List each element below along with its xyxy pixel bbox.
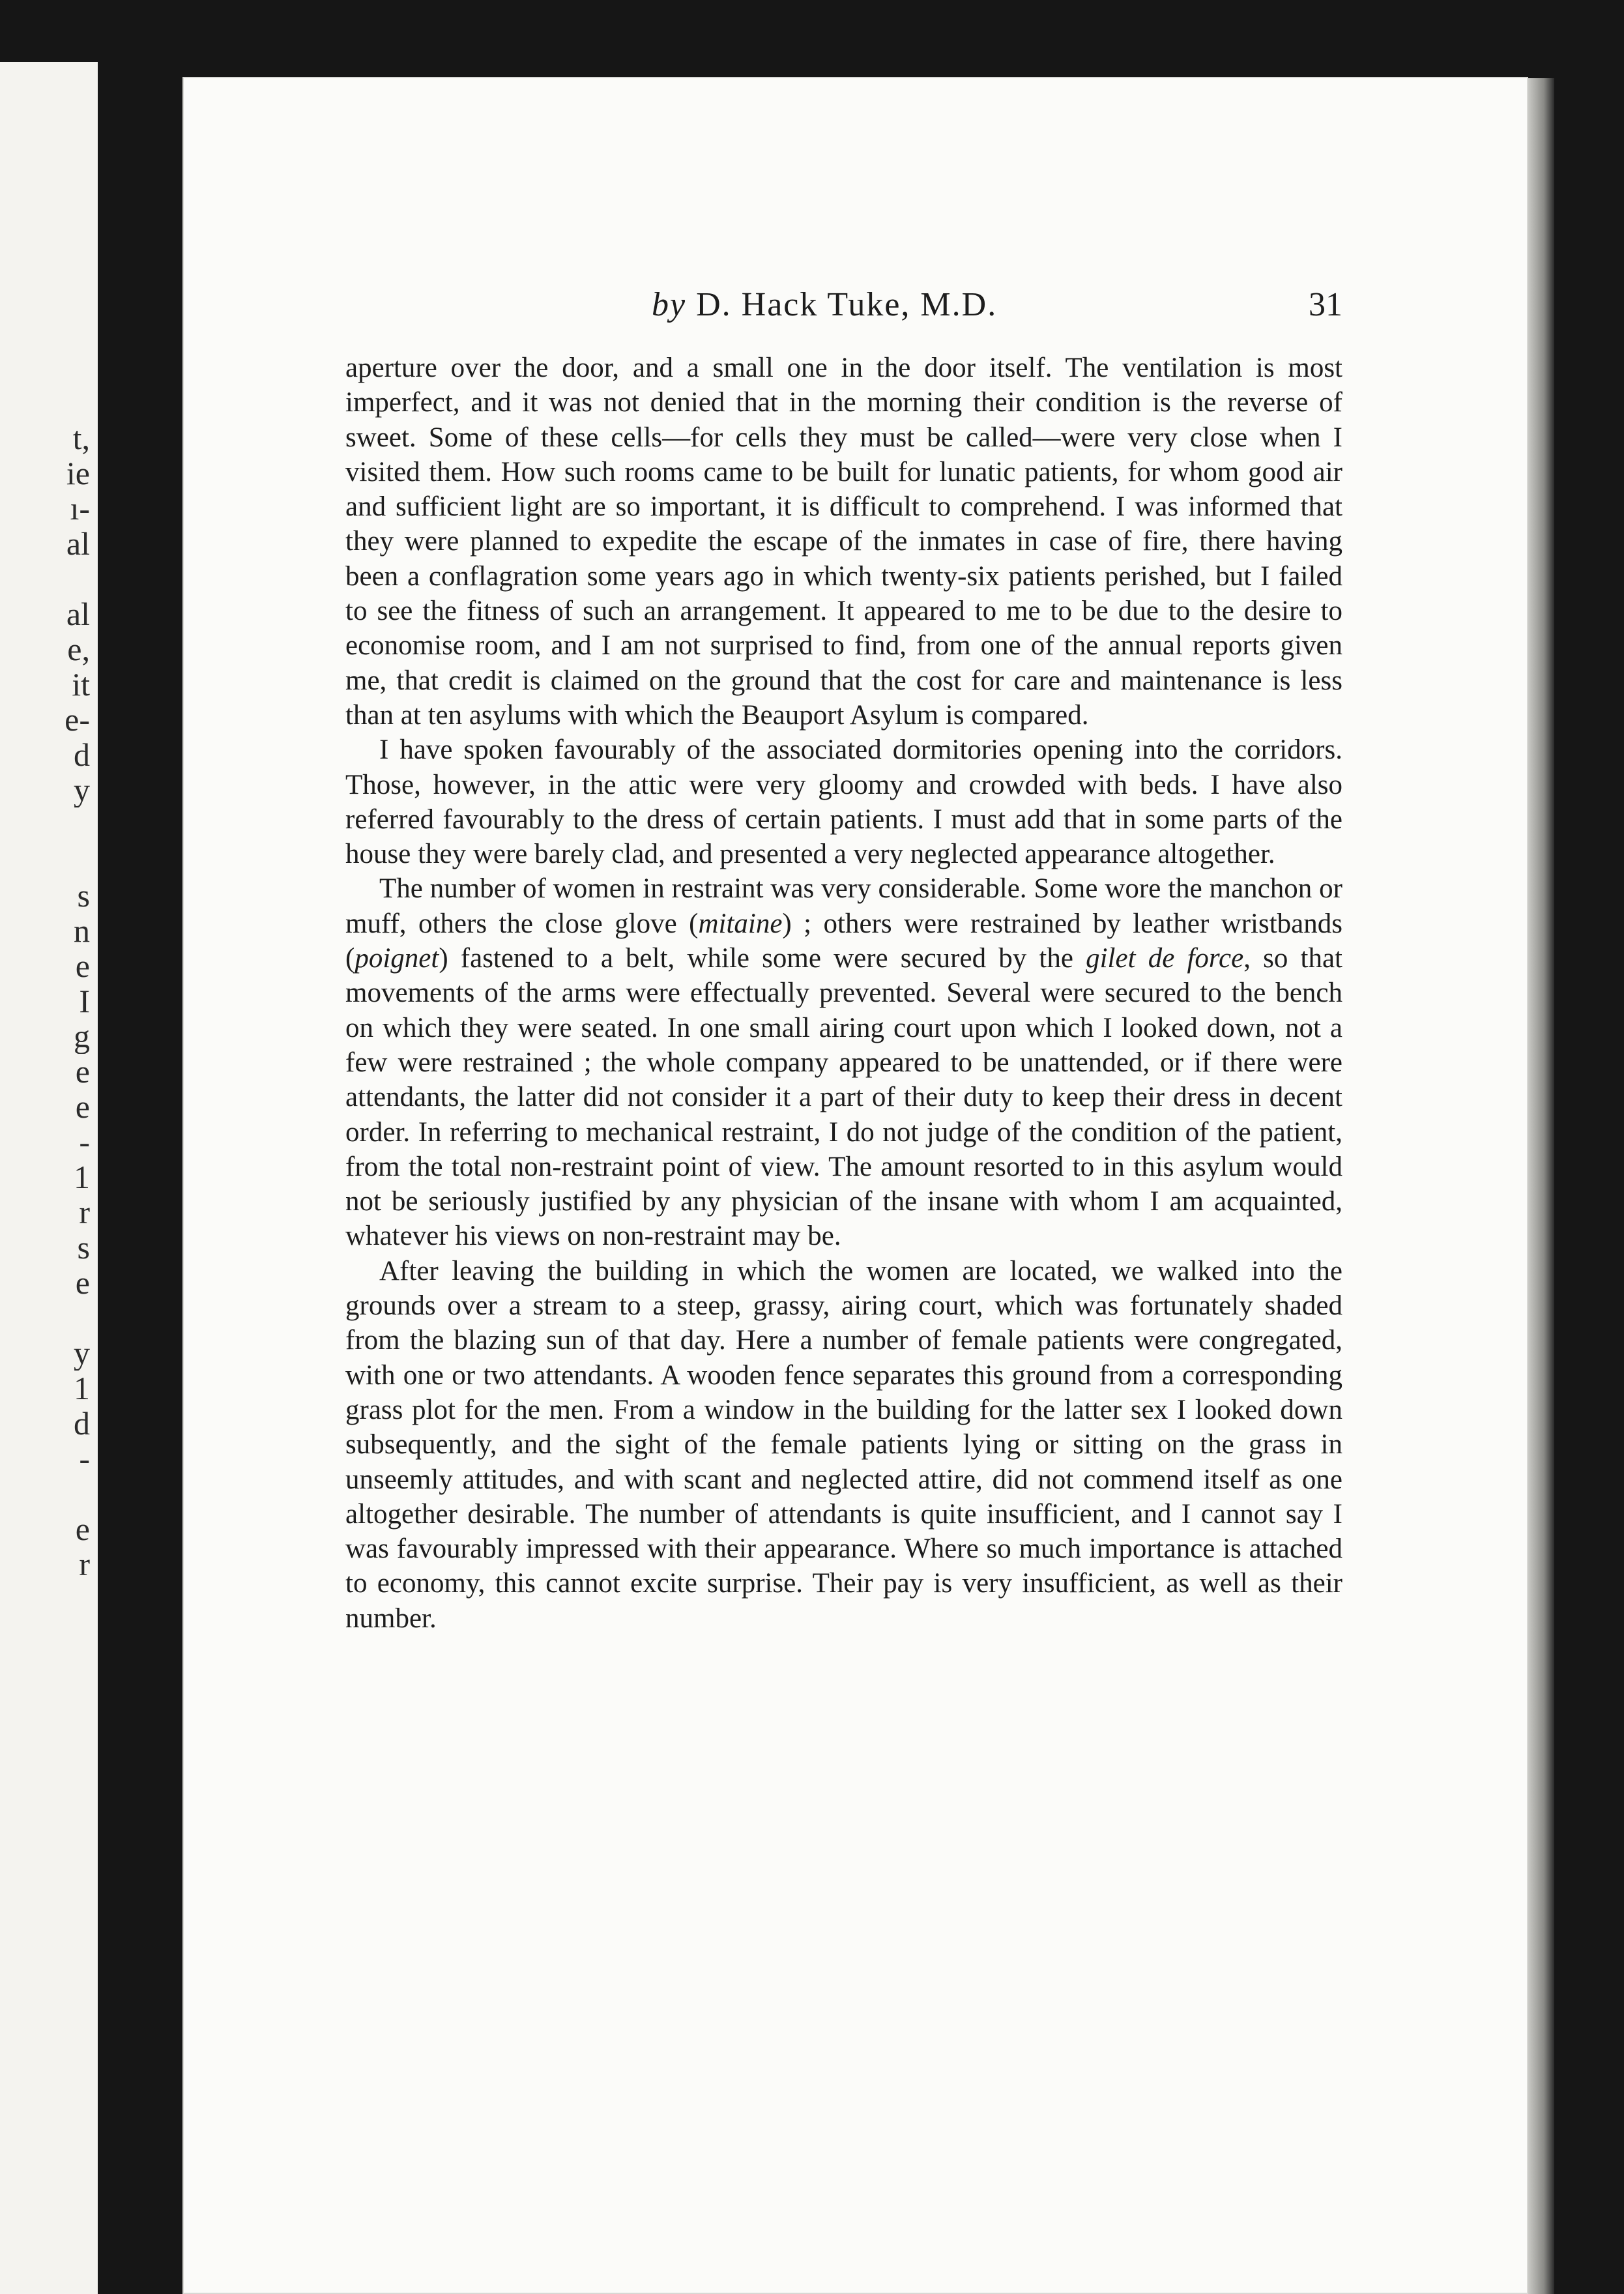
italic-term: mitaine: [698, 908, 783, 939]
left-page-fragment: [0, 843, 98, 878]
left-page-fragment: al: [66, 596, 90, 632]
left-page-fragment: -: [79, 1124, 90, 1159]
left-page-fragment: e-: [65, 702, 90, 737]
left-page-fragment: n: [74, 913, 90, 948]
left-page-fragment: e: [75, 1265, 90, 1300]
left-page-fragment: e: [75, 948, 90, 983]
left-page-fragment: e: [75, 1511, 90, 1546]
left-page-fragment: d: [74, 737, 90, 772]
paragraph: [345, 733, 1342, 871]
left-page-fragment: -: [79, 1441, 90, 1476]
italic-term: gilet de force: [1086, 943, 1244, 974]
left-page-fragment: it: [72, 667, 90, 702]
running-title: [652, 285, 997, 324]
page-edge-shadow: [1528, 78, 1554, 2294]
left-page-fragment: I: [79, 983, 90, 1019]
left-page-fragment: 1: [74, 1371, 90, 1406]
text-run: I have spoken favourably of the associated dormitories opening into the corridors. Those, however, in the attic were very gloomy and crowded with beds. I have also referred favourably to the dress of certain patients. I must add that in some parts of the house they were barely clad, and presented a very neglected appearance altogether.: [345, 734, 1342, 870]
body-text: [345, 351, 1342, 1636]
text-run: After leaving the building in which the women are located, we walked into the grounds over a stream to a steep, grassy, airing court, which was fortunately shaded from the blazing sun of that day. Here a number of female patients were congregated, with one or two attendants. A wooden fence separates this ground from a corresponding grass plot for the men. From a window in the building for the latter sex I looked down subsequently, and the sight of the female patients lying or sitting on the grass in unseemly attitudes, and with scant and neglected attire, did not commend itself as one altogether desirable. The number of attendants is quite insufficient, and I cannot say I was favourably impressed with their appearance. Where so much importance is attached to economy, this cannot excite surprise. Their pay is very insufficient, as well as their number.: [345, 1255, 1342, 1634]
text-run: ) fastened to a belt, while some were secured by the: [439, 943, 1086, 974]
paragraph: [345, 351, 1342, 733]
running-header: [345, 285, 1342, 338]
left-page-fragment: [0, 1476, 98, 1511]
left-page-fragment: y: [74, 772, 90, 807]
text-run: aperture over the door, and a small one in the door itself. The ventilation is most imperfect, and it was not denied that in the morning their condition is the reverse of sweet. Some of these cells—for cells they must be called—were very close when I visited them. How such rooms came to be built for lunatic patients, for whom good air and sufficient light are so important, it is difficult to comprehend. I was informed that they were planned to expedite the escape of the inmates in case of fire, there having been a conflagration some years ago in which twenty-six patients perished, but I failed to see the fitness of such an arrangement. It appeared to me to be due to the desire to economise room, and I am not surprised to find, from one of the annual reports given me, that credit is claimed on the ground that the cost for care and maintenance is less than at ten asylums with which the Beauport Asylum is compared.: [345, 353, 1342, 731]
left-page-fragment: [0, 807, 98, 843]
running-title-prefix: by: [652, 286, 687, 323]
italic-term: poignet: [355, 943, 439, 974]
left-page-fragment: r: [79, 1546, 90, 1582]
left-page-fragment: ı-: [70, 491, 90, 526]
left-page-fragment: t,: [72, 420, 90, 456]
left-page-fragment: ie: [66, 456, 90, 491]
text-run: ) ; others were restrained by leather wristbands (: [345, 908, 1342, 974]
text-run: The number of women in restraint was very considerable. Some wore the manchon or muff, others the close glove (: [345, 873, 1342, 939]
page-content: [345, 285, 1342, 1636]
text-run: , so that movements of the arms were effectually prevented. Several were secured to the bench on which they were seated. In one small airing court upon which I looked down, not a few were restrained ; the whole company appeared to be unattended, or if there were attendants, the latter did not consider it a part of their duty to keep their dress in decent order. In referring to mechanical restraint, I do not judge of the condition of the patient, from the total non-restraint point of view. The amount resorted to in this asylum would not be seriously justified by any physician of the insane with whom I am acquainted, whatever his views on non-restraint may be.: [345, 943, 1342, 1252]
left-page-fragment: e,: [67, 632, 90, 667]
left-page-fragment: r: [79, 1195, 90, 1230]
left-page-fragment: [0, 561, 98, 596]
left-facing-page: [0, 62, 98, 2294]
paragraph: [345, 871, 1342, 1253]
left-page-fragment: s: [77, 1230, 90, 1265]
left-page-fragment: 1: [74, 1159, 90, 1195]
left-page-fragment: e: [75, 1089, 90, 1124]
book-page: [182, 77, 1528, 2294]
left-page-fragment: g: [74, 1019, 90, 1054]
paragraph: [345, 1254, 1342, 1636]
page-number: 31: [1309, 286, 1342, 323]
left-page-fragment: [0, 1300, 98, 1335]
left-page-fragment: al: [66, 526, 90, 561]
left-page-fragments: [0, 420, 98, 1582]
left-page-fragment: e: [75, 1054, 90, 1089]
left-page-fragment: s: [77, 878, 90, 913]
running-title-name: D. Hack Tuke, M.D.: [696, 286, 998, 323]
left-page-fragment: d: [74, 1406, 90, 1441]
left-page-fragment: y: [74, 1335, 90, 1371]
